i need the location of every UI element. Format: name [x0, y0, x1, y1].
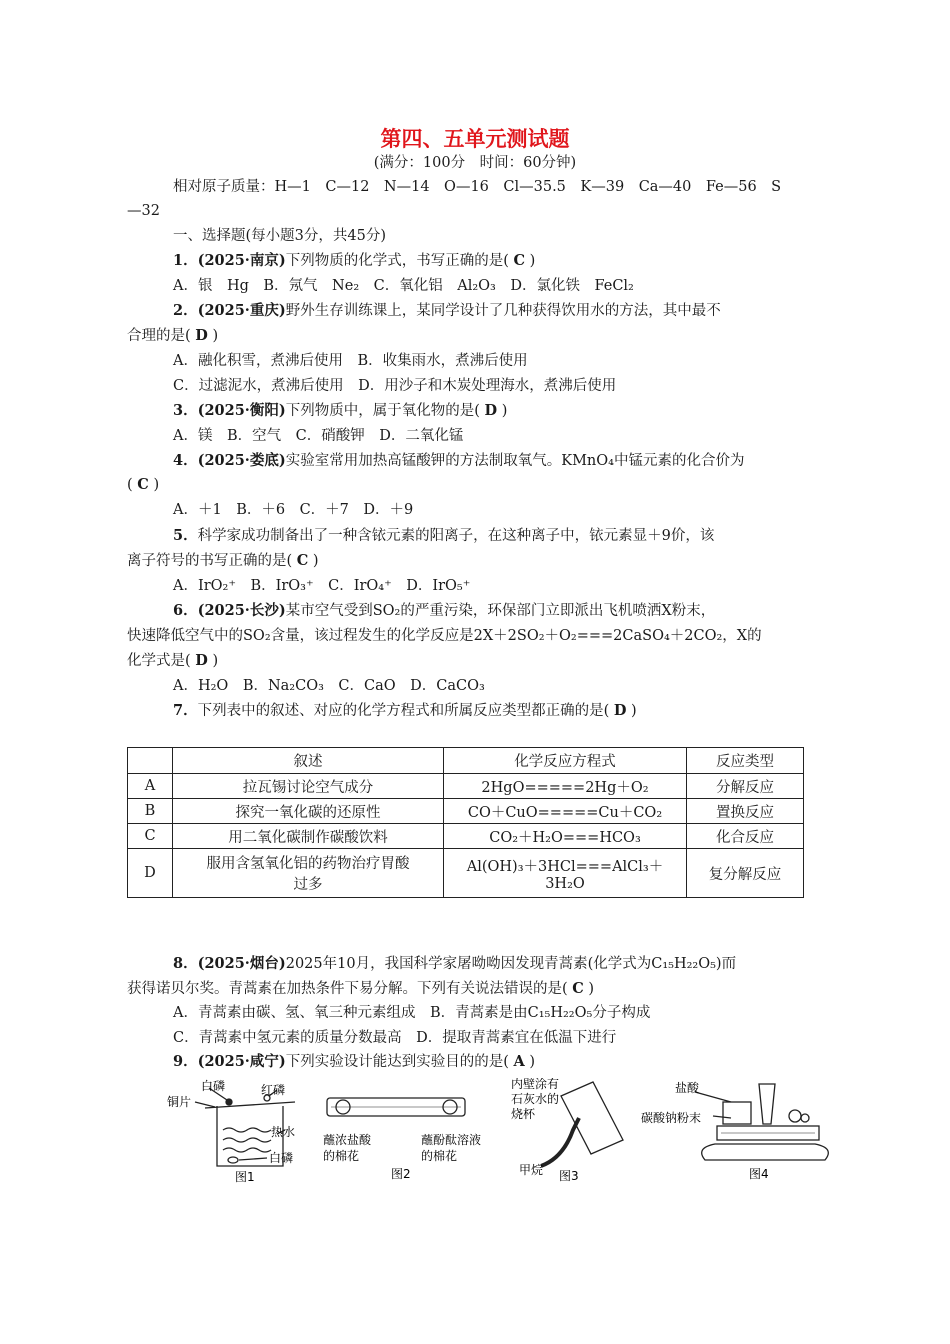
question-source: (2025·长沙) [197, 602, 286, 619]
table-row [128, 799, 804, 824]
question-4 [173, 451, 744, 471]
label: 烧杯 [511, 1107, 536, 1121]
row-equation: CO＋CuO=====Cu＋CO₂ [444, 799, 687, 824]
balance-base [702, 1144, 829, 1160]
question-stem: 某市空气受到SO₂的严重污染，环保部门立即派出飞机喷洒X粉末， [285, 603, 716, 619]
label: 内壁涂有 [511, 1078, 560, 1091]
label: 热水 [271, 1125, 296, 1139]
question-number: 4． [173, 452, 198, 469]
question-stem: 合理的是( [127, 328, 191, 344]
question-1-options: A．银 Hg B．氖气 Ne₂ C．氧化铝 Al₂O₃ D．氯化铁 FeCl₂ [173, 278, 634, 294]
answer: C [513, 252, 526, 269]
label: 甲烷 [519, 1163, 544, 1177]
question-stem: 离子符号的书写正确的是( [127, 553, 293, 569]
answer: C [572, 980, 584, 997]
question-8-options-1: A．青蒿素由碳、氢、氧三种元素组成 B．青蒿素是由C₁₅H₂₂O₅分子构成 [173, 1005, 651, 1021]
question-9-figures [165, 1078, 845, 1186]
atomic-mass-line1: 相对原子质量：H—1 C—12 N—14 O—16 Cl—35.5 K—39 Ca—40 Fe—56 S [173, 179, 782, 195]
row-type: 复分解反应 [687, 849, 804, 898]
answer: D [484, 402, 498, 419]
answer: C [137, 476, 149, 493]
question-number: 2． [173, 302, 198, 319]
leader-line [713, 1116, 731, 1118]
question-number: 1． [173, 252, 198, 269]
label: 白磷 [269, 1151, 294, 1165]
close-paren: ) [631, 703, 637, 719]
answer: D [195, 652, 208, 669]
leader-line [695, 1092, 731, 1102]
question-2 [173, 301, 721, 321]
figure-2 [327, 1098, 465, 1116]
label: 红磷 [261, 1083, 286, 1097]
close-paren: ) [501, 403, 508, 419]
question-source: (2025·衡阳) [197, 402, 286, 419]
label: 碳酸钠粉末 [641, 1111, 702, 1125]
table-header-cell [128, 748, 173, 774]
close-paren: ) [588, 981, 595, 997]
row-description [173, 849, 444, 898]
question-7 [173, 701, 637, 721]
table-header-cell: 叙述 [173, 748, 444, 774]
label: 的棉花 [323, 1149, 360, 1163]
water-wave [223, 1138, 271, 1142]
figure-caption: 图3 [559, 1169, 579, 1183]
question-stem: 2025年10月，我国科学家屠呦呦因发现青蒿素(化学式为C₁₅H₂₂O₅)而 [285, 956, 737, 972]
row-label: B [128, 799, 173, 824]
water-wave [223, 1128, 271, 1132]
label: 的棉花 [421, 1149, 458, 1163]
beaker-left [723, 1102, 751, 1124]
section-heading: 一、选择题(每小题3分，共45分) [173, 228, 386, 244]
row-label: A [128, 774, 173, 799]
figure-caption: 图4 [749, 1167, 769, 1181]
table-row [128, 774, 804, 799]
row-equation: Al(OH)₃＋3HCl===AlCl₃＋3H₂O [444, 849, 687, 898]
question-source: (2025·南京) [197, 252, 286, 269]
weight-right [789, 1110, 801, 1122]
question-4-options: A．＋1 B．＋6 C．＋7 D．＋9 [173, 502, 414, 518]
row-type: 置换反应 [687, 799, 804, 824]
close-paren: ) [153, 477, 160, 493]
leader-line [239, 1158, 267, 1160]
question-source: (2025·咸宁) [197, 1053, 286, 1070]
question-2-options-2: C．过滤泥水，煮沸后使用 D．用沙子和木炭处理海水，煮沸后使用 [173, 378, 617, 394]
copper-plate [205, 1102, 295, 1108]
question-9 [173, 1052, 535, 1072]
table-row [128, 849, 804, 898]
question-stem: 野外生存训练课上，某同学设计了几种获得饮用水的方法，其中最不 [285, 303, 721, 319]
question-8-stem-cont [127, 979, 594, 999]
row-description: 用二氧化碳制作碳酸饮料 [173, 824, 444, 849]
question-stem: 科学家成功制备出了一种含铱元素的阳离子，在这种离子中，铱元素显＋9价，该 [197, 528, 715, 544]
page-title: 第四、五单元测试题 [380, 127, 570, 151]
figure-caption: 图1 [235, 1170, 255, 1184]
close-paren: ) [212, 328, 219, 344]
question-number: 7． [173, 702, 198, 719]
question-3-options: A．镁 B．空气 C．硝酸钾 D．二氧化锰 [173, 428, 464, 444]
row-description: 拉瓦锡讨论空气成分 [173, 774, 444, 799]
question-stem: 实验室常用加热高锰酸钾的方法制取氧气。KMnO₄中锰元素的化合价为 [285, 453, 745, 469]
close-paren: ) [529, 253, 536, 269]
table-header-row [128, 748, 804, 774]
label: 铜片 [167, 1095, 192, 1109]
table-header-cell: 化学反应方程式 [444, 748, 687, 774]
question-number: 3． [173, 402, 198, 419]
question-2-options-1: A．融化积雪，煮沸后使用 B．收集雨水，煮沸后使用 [173, 353, 528, 369]
figure-caption: 图2 [391, 1167, 411, 1181]
question-number: 9． [173, 1053, 198, 1070]
row-label: D [128, 849, 173, 898]
weight-right-small [801, 1114, 809, 1122]
label: 蘸酚酞溶液 [421, 1133, 482, 1147]
row-description-line1: 服用含氢氧化铝的药物治疗胃酸 [206, 856, 410, 872]
question-7-table [127, 747, 804, 898]
pendulum-weight [759, 1084, 775, 1124]
figures-svg [165, 1078, 845, 1186]
row-description-line2: 过多 [293, 877, 323, 893]
question-source: (2025·烟台) [197, 955, 286, 972]
label: 盐酸 [675, 1081, 700, 1095]
close-paren: ) [212, 653, 219, 669]
question-5-stem-cont [127, 551, 319, 571]
table-header-cell: 反应类型 [687, 748, 804, 774]
white-phosphorus-underwater [228, 1157, 238, 1163]
question-number: 8． [173, 955, 198, 972]
row-label: C [128, 824, 173, 849]
answer: C [296, 552, 309, 569]
question-3 [173, 401, 507, 421]
question-source: (2025·重庆) [197, 302, 286, 319]
question-number: 5． [173, 527, 198, 544]
row-equation: CO₂＋H₂O===HCO₃ [444, 824, 687, 849]
answer: D [613, 702, 627, 719]
figure-4 [695, 1084, 828, 1160]
row-type: 分解反应 [687, 774, 804, 799]
close-paren: ) [529, 1054, 536, 1070]
question-6-stem-cont2 [127, 651, 218, 671]
question-5 [173, 526, 714, 546]
gas-tube [541, 1118, 579, 1166]
question-6 [173, 601, 715, 621]
question-number: 6． [173, 602, 198, 619]
row-equation: 2HgO=====2Hg＋O₂ [444, 774, 687, 799]
question-stem: 下列表中的叙述、对应的化学方程式和所属反应类型都正确的是( [197, 703, 610, 719]
question-4-answer: ( C ) [127, 476, 160, 493]
question-8-options-2: C．青蒿素中氢元素的质量分数最高 D．提取青蒿素宜在低温下进行 [173, 1030, 617, 1046]
water-wave [223, 1148, 271, 1152]
question-stem: 下列物质的化学式，书写正确的是( [285, 253, 509, 269]
answer: D [195, 327, 208, 344]
question-6-stem-cont: 快速降低空气中的SO₂含量，该过程发生的化学反应是2X＋2SO₂＋O₂===2CaSO₄＋2CO₂，X的 [127, 628, 762, 644]
question-source: (2025·娄底) [197, 452, 286, 469]
inverted-beaker [561, 1082, 623, 1154]
question-6-options: A．H₂O B．Na₂CO₃ C．CaO D．CaCO₃ [173, 678, 485, 694]
question-stem: 获得诺贝尔奖。青蒿素在加热条件下易分解。下列有关说法错误的是( [127, 981, 568, 997]
row-description: 探究一氧化碳的还原性 [173, 799, 444, 824]
atomic-mass-line2: —32 [127, 203, 160, 219]
page-subtitle: (满分：100分 时间：60分钟) [373, 155, 577, 171]
answer: A [513, 1053, 525, 1070]
label: 白磷 [201, 1079, 226, 1093]
question-5-options: A．IrO₂⁺ B．IrO₃⁺ C．IrO₄⁺ D．IrO₅⁺ [173, 578, 471, 594]
question-1 [173, 251, 535, 271]
row-type: 化合反应 [687, 824, 804, 849]
question-stem: 下列物质中，属于氧化物的是( [285, 403, 480, 419]
table-row [128, 824, 804, 849]
label: 蘸浓盐酸 [323, 1133, 372, 1147]
question-8 [173, 954, 736, 974]
leader-line [195, 1102, 215, 1107]
close-paren: ) [312, 553, 319, 569]
label: 石灰水的 [511, 1092, 560, 1106]
question-2-stem-cont [127, 326, 218, 346]
question-stem: 下列实验设计能达到实验目的的是( [285, 1054, 509, 1070]
question-stem: 化学式是( [127, 653, 191, 669]
